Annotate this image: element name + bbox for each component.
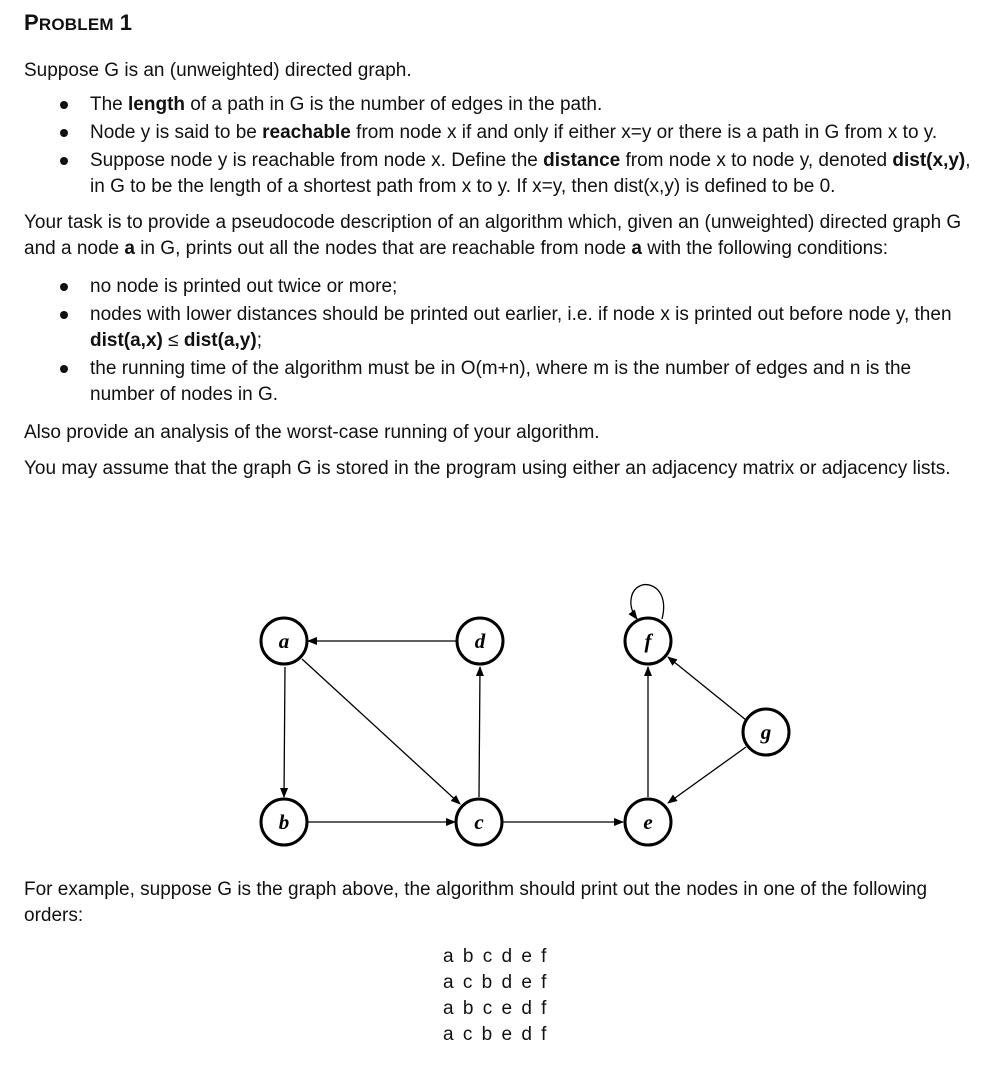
term-distance: distance xyxy=(543,150,621,171)
svg-text:f: f xyxy=(644,629,652,653)
order-line: a c b d e f xyxy=(443,972,549,993)
node-b xyxy=(261,799,307,845)
analysis-paragraph: Also provide an analysis of the worst-case running of your algorithm. xyxy=(24,422,600,443)
condition-running-time: the running time of the algorithm must be in O(m+n), where m is the number of edges and n is the number of nodes in G. xyxy=(24,356,974,408)
node-f xyxy=(625,618,671,664)
title-number: 1 xyxy=(119,10,133,35)
edge-a-to-b xyxy=(284,667,285,797)
node-c xyxy=(456,799,502,845)
node-d xyxy=(457,618,503,664)
node-a xyxy=(261,618,307,664)
definition-distance: Suppose node y is reachable from node x. Define the distance from node x to node y, denoted dist(x,y), in G to be the length of a shortest path from x to y. If x=y, then dist(x,y) is defined to be 0. xyxy=(24,148,974,200)
definitions-list xyxy=(24,92,974,200)
node-e xyxy=(625,799,671,845)
conditions-list xyxy=(24,274,974,408)
svg-text:c: c xyxy=(474,810,484,834)
edge-g-to-e xyxy=(668,747,746,803)
title-initial: P xyxy=(24,10,39,35)
svg-text:g: g xyxy=(760,720,772,744)
svg-text:d: d xyxy=(474,629,486,653)
example-paragraph: For example, suppose G is the graph above, the algorithm should print out the nodes in one of the following orders: xyxy=(24,879,928,926)
term-length: length xyxy=(128,94,186,115)
term-dist-xy: dist(x,y) xyxy=(892,150,966,171)
term-reachable: reachable xyxy=(262,122,351,143)
problem-title xyxy=(24,10,974,36)
svg-text:a: a xyxy=(278,629,290,653)
edge-c-to-d xyxy=(479,667,480,797)
edge-a-to-c xyxy=(302,659,460,804)
intro-paragraph: Suppose G is an (unweighted) directed graph. xyxy=(24,60,412,81)
node-g xyxy=(743,709,789,755)
node-a-bold-2: a xyxy=(631,238,642,259)
order-line: a b c d e f xyxy=(443,946,549,967)
condition-no-duplicates: no node is printed out twice or more; xyxy=(24,274,974,300)
definition-reachable: Node y is said to be reachable from node x if and only if either x=y or there is a path in G from x to y. xyxy=(24,120,974,146)
edge-f-self-loop xyxy=(631,585,664,619)
order-line: a c b e d f xyxy=(443,1024,549,1045)
edge-g-to-f xyxy=(668,657,746,720)
definition-length: The length of a path in G is the number of edges in the path. xyxy=(24,92,974,118)
graph-diagram xyxy=(0,575,1000,875)
assumption-paragraph: You may assume that the graph G is stored in the program using either an adjacency matrix or adjacency lists. xyxy=(24,458,951,479)
order-line: a b c e d f xyxy=(443,998,549,1019)
svg-text:e: e xyxy=(643,810,653,834)
node-a-bold-1: a xyxy=(124,238,135,259)
title-rest: ROBLEM xyxy=(38,15,114,34)
task-paragraph: Your task is to provide a pseudocode description of an algorithm which, given an (unweighted) directed graph G and a node a in G, prints out all the nodes that are reachable from node a with the following conditions: xyxy=(24,212,962,259)
svg-text:b: b xyxy=(278,810,290,834)
example-orders xyxy=(443,944,548,1048)
condition-distance-order: nodes with lower distances should be printed out earlier, i.e. if node x is printed out before node y, then dist(a,x) ≤ dist(a,y); xyxy=(24,302,974,354)
document xyxy=(24,10,974,482)
